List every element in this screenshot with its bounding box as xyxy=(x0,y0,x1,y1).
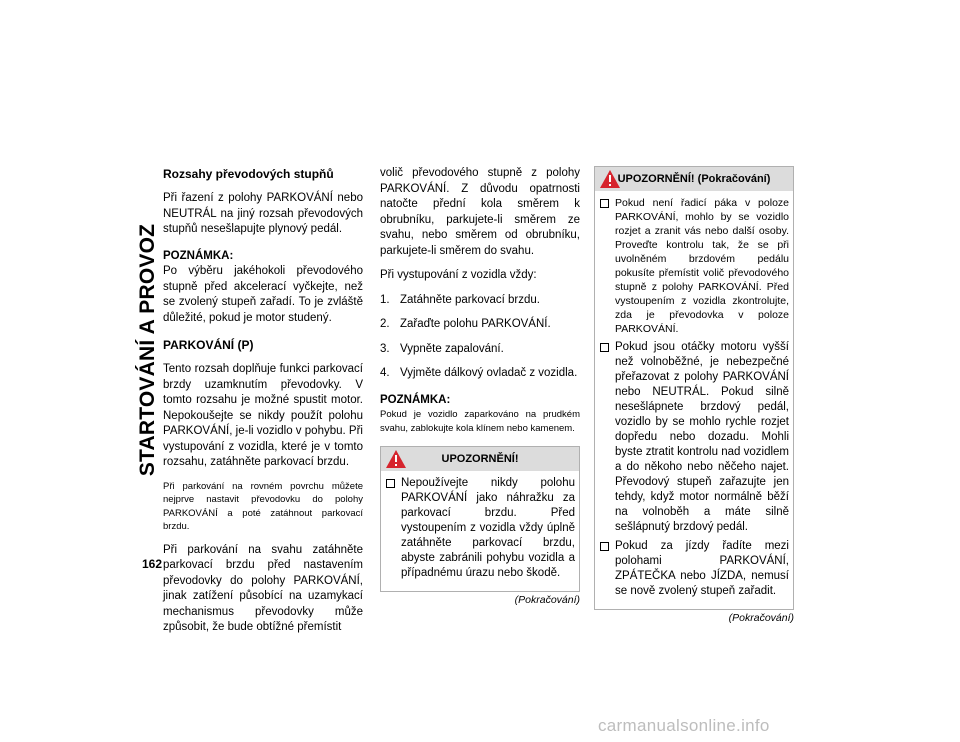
warning-item: Nepoužívejte nikdy polohu PARKOVÁNÍ jako náhražku za parkovací brzdu. Před vystoupením z vozidla vždy úplně zatáhněte parkovací brzdu, abyste zabránili pohybu vozidla a případnému úrazu nebo škodě. xyxy=(385,476,575,581)
note-label: POZNÁMKA: xyxy=(163,249,234,262)
paragraph: Tento rozsah doplňuje funkci parkovací brzdy uzamknutím převodovky. V tomto rozsahu je možné spustit motor. Nepokoušejte se nikdy použít polohu PARKOVÁNÍ, je-li vozidlo v pohybu. Při vystupování z vozidla, které je v tomto rozsahu, zatáhněte parkovací brzdu. xyxy=(163,363,363,468)
list-item: 4. Vyjměte dálkový ovladač z vozidla. xyxy=(380,367,578,379)
continued-label: (Pokračování) xyxy=(728,612,794,624)
column-2 xyxy=(380,166,580,606)
checkbox-square-icon xyxy=(386,479,395,488)
list-item: 2. Zařaďte polohu PARKOVÁNÍ. xyxy=(380,318,551,330)
warning-box xyxy=(380,446,580,592)
paragraph: Při parkování na svahu zatáhněte parkovací brzdu před nastavením převodovky do polohy PARKOVÁNÍ, jinak zatížení působící na uzamykací mechanismus převodovky může způsobit, že bude obtížné přemístit xyxy=(163,543,363,633)
note-text: Po výběru jakéhokoli převodového stupně před akcelerací vyčkejte, než se zvolený stupeň zařadí. To je zvláště důležité, pokud je motor studený. xyxy=(163,265,363,324)
continued-label: (Pokračování) xyxy=(514,594,580,606)
warning-header: UPOZORNĚNÍ! xyxy=(381,447,579,471)
warning-triangle-icon xyxy=(599,169,621,189)
paragraph: volič převodového stupně z polohy PARKOVÁNÍ. Z důvodu opatrnosti natočte přední kola směrem k obrubníku, parkujete-li směrem ze svahu, nebo směrem od obrubníku, parkujete-li směrem do svahu. xyxy=(380,167,580,257)
checkbox-square-icon xyxy=(600,343,609,352)
page-number: 162 xyxy=(142,557,163,571)
checkbox-square-icon xyxy=(600,199,609,208)
warning-box xyxy=(594,166,794,610)
list-item: 1. Zatáhněte parkovací brzdu. xyxy=(380,293,540,306)
checkbox-square-icon xyxy=(600,542,609,551)
watermark-text: carmanualsonline.info xyxy=(598,716,770,735)
note-label: POZNÁMKA: xyxy=(380,393,451,406)
note-text: Pokud je vozidlo zaparkováno na prudkém svahu, zablokujte kola klínem nebo kamenem. xyxy=(380,409,580,434)
warning-header: UPOZORNĚNÍ! (Pokračování) xyxy=(595,167,793,191)
section-heading: Rozsahy převodových stupňů xyxy=(163,167,334,181)
warning-item: Pokud jsou otáčky motoru vyšší než volnoběžné, je nebezpečné přeřazovat z polohy PARKOVÁNÍ nebo NEUTRÁL. Pokud silně nesešlápnete brzdový pedál, vozidlo by se mohlo rychle rozjet dopředu nebo dozadu. Mohli byste ztratit kontrolu nad vozidlem a do někoho nebo něčeho najet. Převodový stupeň zařazujte jen tehdy, když motor normálně běží na volnoběh a máte silně sešlápnutý brzdový pedál. xyxy=(599,340,789,535)
column-3 xyxy=(594,166,794,624)
warning-item: Pokud není řadicí páka v poloze PARKOVÁNÍ, mohlo by se vozidlo rozjet a zranit vás nebo další osoby. Proveďte kontrolu tak, že se při uvolněném brzdovém pedálu pokusíte přemístit volič převodového stupně z polohy PARKOVÁNÍ. Před vystoupením z vozidla zkontrolujte, zda je převodovka v poloze PARKOVÁNÍ. xyxy=(599,196,789,336)
park-heading: PARKOVÁNÍ (P) xyxy=(163,338,254,352)
warning-triangle-icon xyxy=(385,449,407,469)
column-1 xyxy=(163,166,363,636)
paragraph-small: Při parkování na rovném povrchu můžete nejprve nastavit převodovku do polohy PARKOVÁNÍ a poté zatáhnout parkovací brzdu. xyxy=(163,480,363,532)
list-item: 3. Vypněte zapalování. xyxy=(380,342,504,355)
warning-item: Pokud za jízdy řadíte mezi polohami PARKOVÁNÍ, ZPÁTEČKA nebo JÍZDA, nemusí se nově zvolený stupeň zařadit. xyxy=(599,539,789,599)
paragraph: Při vystupování z vozidla vždy: xyxy=(380,269,537,281)
side-chapter-title: STARTOVÁNÍ A PROVOZ xyxy=(136,223,160,477)
paragraph: Při řazení z polohy PARKOVÁNÍ nebo NEUTRÁL na jiný rozsah převodových stupňů nesešlapujte plynový pedál. xyxy=(163,192,363,235)
